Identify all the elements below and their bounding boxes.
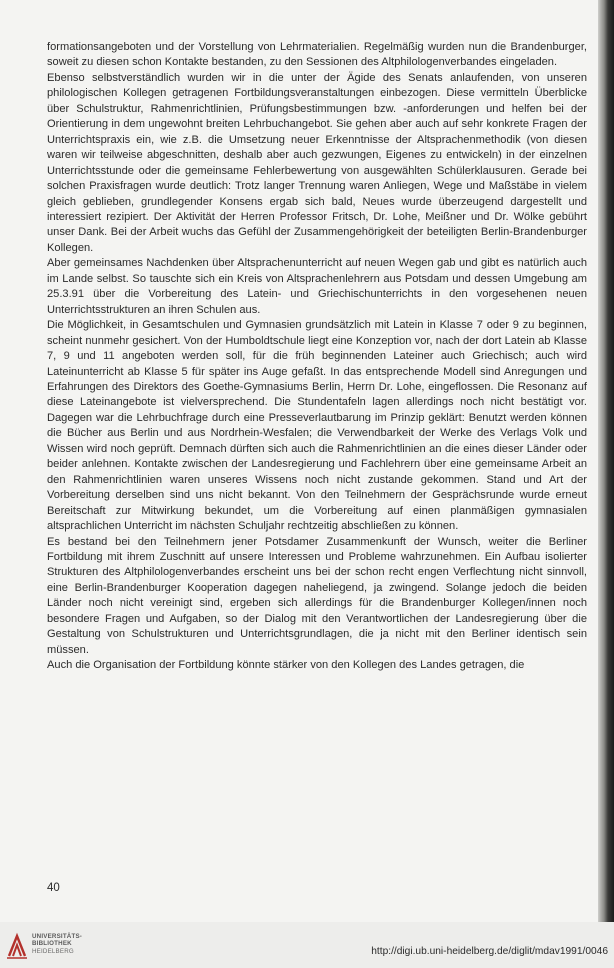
book-spine-edge	[598, 0, 614, 922]
viewer-footer	[0, 922, 614, 968]
permalink-url[interactable]: http://digi.ub.uni-heidelberg.de/diglit/mdav1991/0046	[371, 946, 608, 957]
library-name-line-1: UNIVERSITÄTS-	[32, 933, 83, 940]
library-name	[32, 933, 82, 955]
paragraph-3: Aber gemeinsames Nachdenken über Altsprachenunterricht auf neuen Wegen gab und gibt es natürlich auch im Lande selbst. So tauschte sich ein Kreis von Altsprachenlehrern aus Potsdam und dessen Umgebung am 25.3.91 über die Vorbereitung des Latein- und Griechischunterrichts in den vorgesehenen neuen Unterrichtsstrukturen an ihren Schulen aus.	[47, 257, 587, 316]
paragraph-4: Die Möglichkeit, in Gesamtschulen und Gymnasien grundsätzlich mit Latein in Klasse 7 oder 9 zu beginnen, scheint nunmehr gesichert. Von der Humboldtschule liegt eine Konzeption vor, nach der dort Latein ab Klasse 7, 9 und 11 angeboten werden soll, für die früh beginnenden Lateiner auch Griechisch; auch wird Lateinunterricht ab Klasse 5 für später ins Auge gefaßt. In das entsprechende Modell sind Anregungen und Erfahrungen des Direktors des Goethe-Gymnasiums Berlin, Herrn Dr. Lohe, eingeflossen. Die Resonanz auf diese Lateinangebote ist vielversprechend. Die Stundentafeln lagen allerdings noch nicht bestätigt vor. Dagegen war die Lehrbuchfrage durch eine Presseverlautbarung im Prinzip geklärt: Benutzt werden können die Bücher aus Berlin und aus Nordrhein-Wesfalen; die Verwendbarkeit der Werke des Verlags Volk und Wissen wird noch geprüft. Demnach dürften sich auch die Rahmenrichtlinien an die eines dieser Länder oder beider anlehnen. Kontakte zwischen der Landesregierung und Fachlehrern über eine gemeinsame Arbeit an den Rahmenrichtlinien waren unseres Wissens noch nicht zustande gekommen. Stand und Art der Vorbereitung derselben sind uns nicht bekannt. Von den Teilnehmern der Gesprächsrunde wurde erneut Bereitschaft zur Mitwirkung bekundet, um die Vorbereitung auf einen planmäßigen gymnasialen altsprachlichen Unterricht im nächsten Schuljahr rechtzeitig abschließen zu können.	[47, 319, 587, 533]
heidelberg-library-logo-icon	[6, 932, 28, 960]
page-number: 40	[47, 882, 60, 894]
library-name-line-3: HEIDELBERG	[32, 947, 74, 955]
library-name-line-2: BIBLIOTHEK	[32, 940, 72, 948]
paragraph-1: formationsangeboten und der Vorstellung von Lehrmaterialien. Regelmäßig wurden nun die Brandenburger, soweit zu diesen schon Kontakte bestanden, zu den Sessionen des Altphilologenverbandes eingeladen.	[47, 41, 587, 69]
paragraph-2: Ebenso selbstverständlich wurden wir in die unter der Ägide des Senats anlaufenden, von unseren philologischen Kollegen getragenen Fortbildungsveranstaltungen einbezogen. Diese vermitteln Überblicke über Schulstruktur, Rahmenrichtlinien, Prüfungsbestimmungen bzw. -anforderungen und helfen bei der Orientierung in dem ungewohnt breiten Lehrbuchangebot. Sie gehen aber auch auf sehr konkrete Fragen der Unterrichtspraxis ein, wie z.B. die Umsetzung neuer Erkenntnisse der Altsprachenmethodik (von diesen waren wir teilweise abgeschnitten, deshalb aber auch gezwungen, Eigenes zu entwickeln) in der einzelnen Unterrichtsstunde oder die gemeinsame Fehlerbewertung von ausgewählten Schülerklausuren. Gerade bei solchen Praxisfragen wurde deutlich: Trotz langer Trennung waren Anliegen, Wege und Maßstäbe in vielem gleich geblieben, grundlegender Konsens ergab sich bald, Neues wurde überzeugend dargestellt und interessiert rezipiert. Der Aktivität der Herren Professor Fritsch, Dr. Lohe, Meißner und Dr. Wölke gebührt unser Dank. Bei der Arbeit wuchs das Gefühl der Zusammengehörigkeit der beteiligten Berlin-Brandenburger Kollegen.	[47, 71, 587, 254]
paragraph-5: Es bestand bei den Teilnehmern jener Potsdamer Zusammenkunft der Wunsch, weiter die Berliner Fortbildung mit ihrem Zuschnitt auf unsere Interessen und Probleme wahrzunehmen. Ein Aufbau isolierter Strukturen des Altphilologenverbandes erscheint uns bei der schon recht engen Verflechtung nicht sinnvoll, eine Berlin-Brandenburger Kooperation dagegen naheliegend, ja zwingend. Solange jedoch die beiden Länder noch nicht vereinigt sind, ergeben sich allerdings für die Brandenburger Kollegen/innen noch besondere Fragen und Aufgaben, so der Dialog mit den Verantwortlichen der Landesregierung über die Gestaltung von Schulstrukturen und Unterrichtsgrundlagen, die ja nicht mit den Berliner identisch sein müssen.	[47, 535, 587, 656]
paragraph-6: Auch die Organisation der Fortbildung könnte stärker von den Kollegen des Landes getragen, die	[47, 659, 525, 672]
page-body-text	[47, 40, 587, 674]
